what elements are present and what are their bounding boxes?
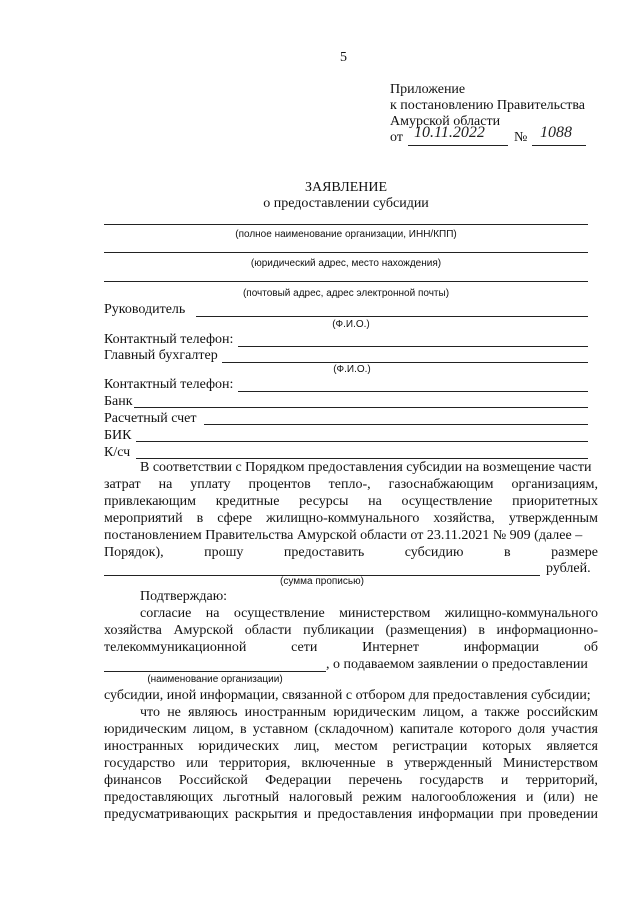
field-phone-1-label: Контактный телефон:	[104, 332, 234, 347]
word: местом	[334, 739, 378, 754]
field-bik-line[interactable]	[136, 441, 588, 442]
word: и	[303, 807, 312, 822]
word: финансов	[104, 773, 162, 788]
word: министерством	[339, 606, 431, 621]
word: уплату	[190, 477, 231, 492]
appendix-date-handwritten: 10.11.2022	[414, 124, 485, 141]
word: (или)	[543, 790, 575, 805]
word: включенные	[301, 756, 376, 771]
body-p1-line-3	[104, 494, 598, 510]
word: затрат	[104, 477, 141, 492]
word: кредитные	[215, 494, 280, 509]
field-head-line[interactable]	[196, 316, 588, 317]
word: осуществление	[233, 606, 325, 621]
word: привлекающим	[104, 494, 197, 509]
page-number: 5	[340, 50, 347, 65]
word: лицом,	[192, 722, 234, 737]
word: предоставить	[283, 545, 365, 560]
word: публикации	[303, 623, 374, 638]
word: при	[499, 807, 522, 822]
word: территорий,	[525, 773, 598, 788]
body-c1-line-3	[104, 640, 598, 656]
word: об	[583, 640, 598, 655]
word: участия	[551, 722, 598, 737]
body-p1-line-6	[104, 545, 598, 561]
word: которых	[482, 739, 532, 754]
field-chief-accountant-line[interactable]	[222, 362, 588, 363]
caption-org-short: (наименование организации)	[147, 674, 283, 685]
body-c2-line-1	[140, 705, 598, 721]
word: на	[158, 477, 173, 492]
word: перечень	[348, 773, 403, 788]
field-bank-label: Банк	[104, 394, 133, 409]
word: области	[244, 623, 292, 638]
word: лиц,	[294, 739, 320, 754]
field-chief-accountant-label: Главный бухгалтер	[104, 348, 218, 363]
field-bik-label: БИК	[104, 428, 132, 443]
field-account-label: Расчетный счет	[104, 411, 197, 426]
word: прошу	[204, 545, 244, 560]
body-c2-line-6	[104, 790, 598, 806]
word: жилищно-коммунального	[444, 606, 598, 621]
word: Федерации	[265, 773, 332, 788]
word: предусматривающих	[104, 807, 229, 822]
word: является	[546, 739, 598, 754]
body-p1-line-4	[104, 511, 598, 527]
word: в	[504, 545, 511, 560]
rubles-label: рублей.	[546, 561, 591, 576]
word: раскрытия	[234, 807, 298, 822]
body-c2-line-4	[104, 756, 598, 772]
appendix-number-prefix: №	[514, 130, 528, 145]
word: не	[584, 790, 598, 805]
caption-fio-1: (Ф.И.О.)	[332, 319, 370, 330]
word: Интернет	[362, 640, 419, 655]
word: льготный	[223, 790, 280, 805]
word: утвержденным	[508, 511, 598, 526]
field-corr-account-line[interactable]	[136, 458, 588, 459]
appendix-line-3: Амурской области	[390, 114, 501, 129]
word: (размещения)	[385, 623, 467, 638]
field-bank-line[interactable]	[134, 407, 588, 408]
word: сети	[291, 640, 318, 655]
word: проведении	[528, 807, 598, 822]
word: доля	[517, 722, 546, 737]
body-c1-line-2	[104, 623, 598, 639]
number-underline	[532, 145, 586, 146]
word: (складочном)	[314, 722, 394, 737]
body-c1-line-5: субсидии, иной информации, связанной с отбором для предоставления субсидии;	[104, 688, 591, 703]
caption-postal-address: (почтовый адрес, адрес электронной почты)	[242, 288, 450, 299]
word: являюсь	[188, 705, 238, 720]
word: территория,	[219, 756, 291, 771]
field-phone-2-line[interactable]	[238, 391, 588, 392]
word: Порядок),	[104, 545, 164, 560]
caption-fio-2: (Ф.И.О.)	[333, 364, 371, 375]
word: иностранным	[244, 705, 326, 720]
body-c1-line-1	[140, 606, 598, 622]
word: на	[205, 606, 220, 621]
word: в	[386, 756, 394, 771]
word: регистрации	[392, 739, 468, 754]
body-c1-line-4: , о подаваемом заявлении о предоставлении	[326, 657, 588, 672]
body-p1-line-2	[104, 477, 598, 493]
word: осуществление	[401, 494, 493, 509]
appendix-line-1: Приложение	[390, 82, 466, 97]
word: капитале	[399, 722, 454, 737]
word: согласие	[140, 606, 192, 621]
caption-legal-address: (юридический адрес, место нахождения)	[250, 258, 442, 269]
word: в	[478, 623, 485, 638]
word: предоставления	[317, 807, 413, 822]
word: мероприятий	[104, 511, 183, 526]
word: и	[525, 790, 534, 805]
body-p1-line-1: В соответствии с Порядком предоставления субсидии на возмещение части	[140, 460, 592, 475]
word: лицом,	[422, 705, 465, 720]
appendix-date-prefix: от	[390, 130, 403, 145]
word: в	[196, 511, 204, 526]
word: информационно-	[496, 623, 598, 638]
body-c2-line-5	[104, 773, 598, 789]
word: Амурской	[173, 623, 234, 638]
word: в	[239, 722, 247, 737]
word: а	[471, 705, 478, 720]
field-corr-account-label: К/сч	[104, 445, 131, 460]
appendix-number-handwritten: 1088	[540, 124, 572, 141]
word: жилищно-коммунального	[266, 511, 420, 526]
document-title: ЗАЯВЛЕНИЕ	[304, 180, 388, 195]
body-c2-line-7	[104, 807, 598, 823]
body-c2-line-3	[104, 739, 598, 755]
word: хозяйства	[104, 623, 162, 638]
word: информации	[418, 807, 494, 822]
word: Российской	[178, 773, 248, 788]
word: телекоммуникационной	[104, 640, 247, 655]
word: ресурсы	[299, 494, 349, 509]
word: российским	[526, 705, 598, 720]
body-c2-line-2	[104, 722, 598, 738]
caption-sum-words: (сумма прописью)	[280, 576, 364, 587]
word: приоритетных	[512, 494, 598, 509]
word: предоставляющих	[104, 790, 214, 805]
body-p1-line-5: постановлением Правительства Амурской области от 23.11.2021 № 909 (далее –	[104, 528, 583, 543]
date-underline	[408, 145, 508, 146]
word: юридическим	[333, 705, 416, 720]
word: не	[167, 705, 181, 720]
field-phone-1-line[interactable]	[238, 346, 588, 347]
word: или	[186, 756, 209, 771]
caption-org-name: (полное наименование организации, ИНН/КПП)	[235, 229, 457, 240]
word: тепло-,	[328, 477, 371, 492]
word: Министерством	[503, 756, 598, 771]
word: также	[484, 705, 520, 720]
word: государство	[104, 756, 176, 771]
word: государств	[419, 773, 484, 788]
document-subtitle: о предоставлении субсидии	[263, 196, 429, 211]
field-account-line[interactable]	[204, 424, 588, 425]
field-phone-2-label: Контактный телефон:	[104, 377, 234, 392]
word: газоснабжающим	[388, 477, 494, 492]
word: сфере	[217, 511, 253, 526]
word: налоговый	[288, 790, 353, 805]
org-name-line	[104, 224, 588, 225]
word: хозяйства,	[433, 511, 495, 526]
word: уставном	[252, 722, 309, 737]
word: процентов	[248, 477, 311, 492]
word: которого	[459, 722, 512, 737]
word: налогообложения	[411, 790, 517, 805]
word: информации	[463, 640, 540, 655]
word: что	[140, 705, 160, 720]
word: организациям,	[511, 477, 598, 492]
word: на	[368, 494, 382, 509]
word: иностранных	[104, 739, 184, 754]
org-short-line[interactable]	[104, 671, 326, 672]
field-head-label: Руководитель	[104, 302, 186, 317]
word: утвержденный	[404, 756, 492, 771]
legal-address-line	[104, 252, 588, 253]
appendix-line-2: к постановлению Правительства	[390, 98, 586, 113]
word: юридическим	[104, 722, 187, 737]
word: режим	[362, 790, 402, 805]
word: размере	[551, 545, 598, 560]
word: и	[500, 773, 509, 788]
postal-address-line	[104, 281, 588, 282]
confirm-heading: Подтверждаю:	[140, 589, 228, 604]
word: субсидию	[404, 545, 464, 560]
word: юридических	[198, 739, 280, 754]
